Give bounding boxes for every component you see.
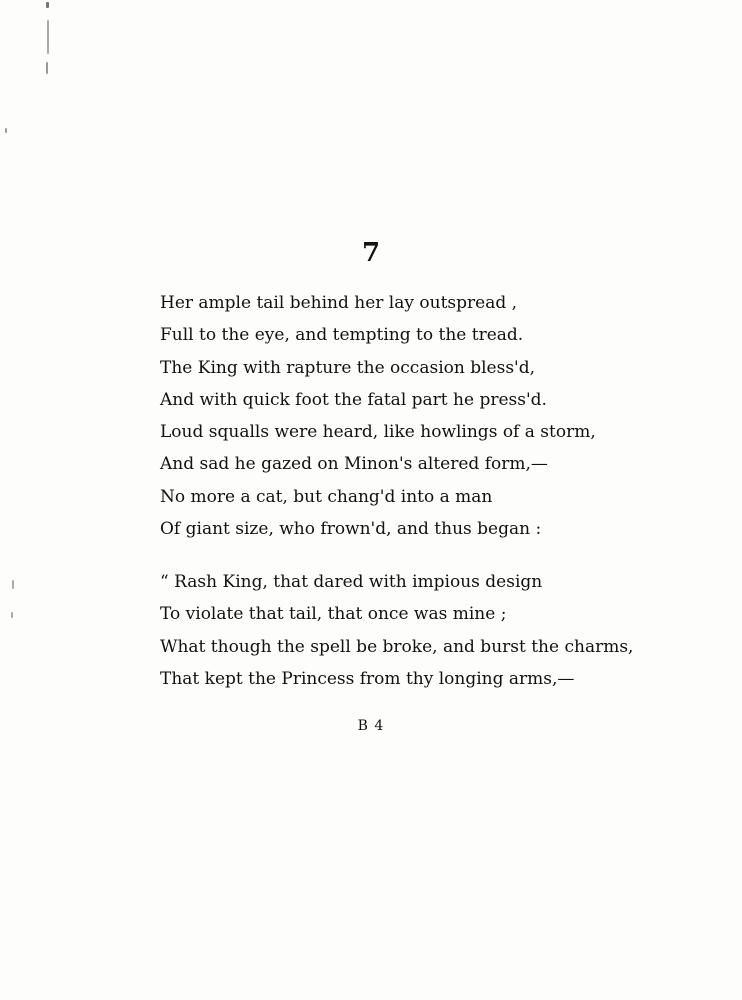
binding-mark <box>11 612 13 618</box>
binding-mark <box>46 2 49 8</box>
verse-line: That kept the Princess from thy longing arms,— <box>160 668 575 689</box>
stanza <box>160 287 660 545</box>
verse-line: Of giant size, who frown'd, and thus began : <box>160 519 542 540</box>
verse-line: And with quick foot the fatal part he press'd. <box>160 389 547 410</box>
verse-line: Her ample tail behind her lay outspread , <box>160 293 518 313</box>
binding-mark <box>47 20 49 54</box>
signature-mark: B 4 <box>357 718 385 734</box>
verse-line: Loud squalls were heard, like howlings of a storm, <box>160 422 596 443</box>
binding-mark <box>12 580 14 589</box>
verse-line: And sad he gazed on Minon's altered form,— <box>160 454 548 475</box>
binding-mark <box>46 62 48 74</box>
verse-line: Full to the eye, and tempting to the tread. <box>160 325 524 346</box>
page-number: 7 <box>361 238 381 268</box>
binding-mark <box>5 128 7 133</box>
stanza <box>160 566 660 695</box>
verse-line: What though the spell be broke, and burst the charms, <box>160 636 634 657</box>
verse-line: The King with rapture the occasion bless'd, <box>160 357 536 378</box>
verse-line: No more a cat, but chang'd into a man <box>160 486 493 507</box>
verse-line: “ Rash King, that dared with impious design <box>160 572 543 592</box>
verse-line: To violate that tail, that once was mine ; <box>160 604 507 625</box>
